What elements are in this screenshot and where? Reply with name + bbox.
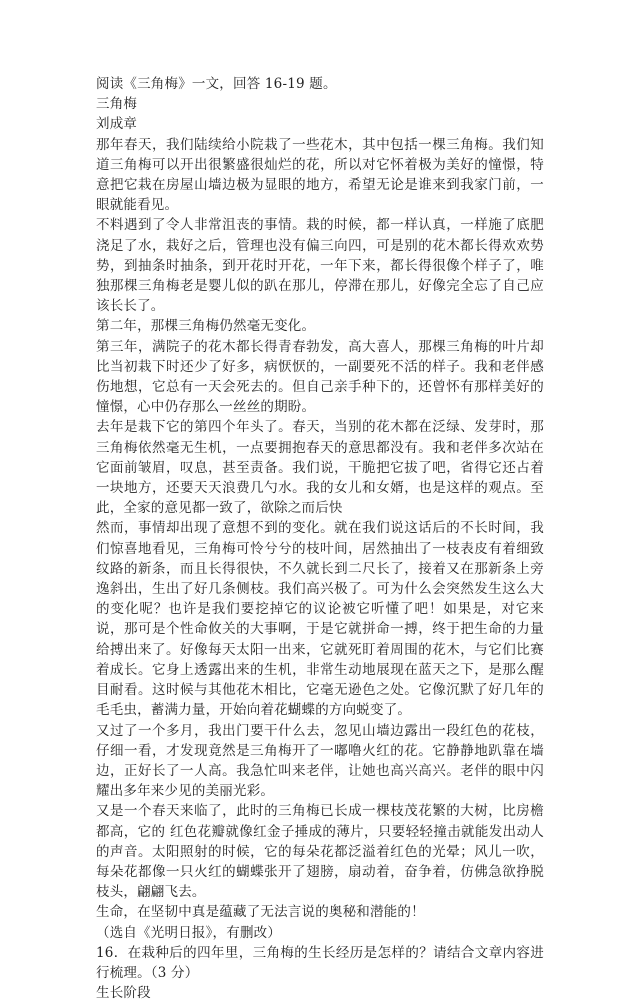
article-paragraph: 又是一个春天来临了，此时的三角梅已长成一棵枝茂花繁的大树，比房檐都高，它的 红色花瓣就像红金子捶成的薄片，只要轻轻撞击就能发出动人的声音。太阳照射的时候，它的每朵花都泛溢着红色的光晕；风儿一吹，每朵花都像一只火红的蝴蝶张开了翅膀，扇动着，奋争着，仿佛急欲挣脱枝头，翩翩飞去。	[96, 803, 544, 901]
reading-instruction: 阅读《三角梅》一文，回答 16-19 题。	[96, 76, 337, 92]
table-header-growth-stage: 生长阶段	[96, 985, 151, 1002]
article-paragraph: 第二年，那棵三角梅仍然毫无变化。	[96, 318, 316, 335]
article-author: 刘成章	[96, 116, 138, 133]
article-title: 三角梅	[96, 96, 138, 113]
article-page	[96, 74, 544, 1003]
article-paragraph: 那年春天，我们陆续给小院栽了一些花木，其中包括一棵三角梅。我们知道三角梅可以开出很繁盛很灿烂的花，所以对它怀着极为美好的憧憬，特意把它栽在房屋山墙边极为显眼的地方，希望无论是谁来到我家门前，一眼就能看见。	[96, 136, 544, 214]
question-16: 16．在栽种后的四年里，三角梅的生长经历是怎样的？请结合文章内容进行梳理。（3 分）	[96, 944, 544, 981]
article-paragraph: 第三年，满院子的花木都长得青春勃发，高大喜人，那棵三角梅的叶片却比当初栽下时还少了好多，病恹恹的，一副要死不活的样子。我和老伴感伤地想，它总有一天会死去的。但自己亲手种下的，还曾怀有那样美好的憧憬，心中仍存那么一丝丝的期盼。	[96, 338, 544, 416]
article-paragraph: 不料遇到了令人非常沮丧的事情。栽的时候，都一样认真，一样施了底肥浇足了水，栽好之后，管理也没有偏三向四，可是别的花木都长得欢欢势势，到抽条时抽条，到开花时开花，一年下来，都长得很像个样子了，唯独那棵三角梅老是婴儿似的趴在那儿，停滞在那儿，好像完全忘了自己应该长长了。	[96, 217, 544, 315]
article-paragraph: 去年是栽下它的第四个年头了。春天，当别的花木都在泛绿、发芽时，那三角梅依然毫无生机，一点要拥抱春天的意思都没有。我和老伴多次站在它面前皱眉，叹息，甚至责备。我们说，干脆把它拔了吧，省得它还占着一块地方，还要天天浪费几勺水。我的女儿和女婿，也是这样的观点。至此，全家的意见都一致了，欲除之而后快	[96, 419, 544, 517]
article-paragraph: 又过了一个多月，我出门要干什么去，忽见山墙边露出一段红色的花枝，仔细一看，才发现竟然是三角梅开了一嘟噜火红的花。它静静地趴靠在墙边，正好长了一人高。我急忙叫来老伴，让她也高兴高兴。老伴的眼中闪 耀出多年来少见的美丽光彩。	[96, 722, 544, 800]
article-source: （选自《光明日报》，有删改）	[96, 924, 282, 941]
article-paragraph: 然而，事情却出现了意想不到的变化。就在我们说这话后的不长时间，我们惊喜地看见，三角梅可怜兮兮的枝叶间，居然抽出了一枝表皮有着细致纹路的新条，而且长得很快，不久就长到二尺长了，接着又在那新条上旁逸斜出，生出了好几条侧枝。我们高兴极了。可为什么会突然发生这么大的变化呢？也许是我们要挖掉它的议论被它听懂了吧！如果是，对它来说，那可是个性命攸关的大事啊，于是它就拼命一搏，终于把生命的力量给搏出来了。好像每天太阳一出来，它就死盯着周围的花木，与它们比赛着成长。它身上透露出来的生机，非常生动地展现在蓝天之下，是那么醒目耐看。这时候与其他花木相比，它毫无逊色之处。它像沉默了好几年的毛毛虫，蓄满力量，开始向着花蝴蝶的方向蜕变了。	[96, 520, 544, 719]
article-paragraph: 生命，在坚韧中真是蕴藏了无法言说的奥秘和潜能的！	[96, 904, 425, 921]
